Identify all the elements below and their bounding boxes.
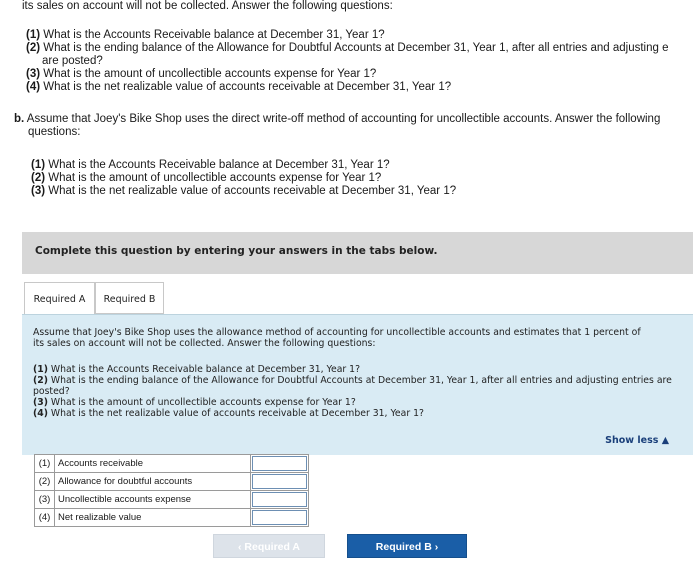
tab-required-a[interactable]: Required A — [24, 282, 95, 314]
instructions-text: Complete this question by entering your answers in the tabs below. — [35, 245, 438, 257]
part-b-question-list — [31, 159, 456, 198]
net-realizable-value-input[interactable] — [252, 510, 307, 525]
list-item: (1) What is the Accounts Receivable balance at December 31, Year 1? — [33, 364, 361, 375]
list-item: (2) What is the ending balance of the Allowance for Doubtful Accounts at December 31, Year 1, after all entries and adjusting e — [26, 42, 669, 54]
tab-panel-required-a — [22, 314, 693, 455]
show-less-link[interactable]: Show less ▲ — [605, 435, 669, 446]
table-row: (1) Accounts receivable — [35, 455, 309, 473]
allowance-input[interactable] — [252, 474, 307, 489]
list-item: (3) What is the amount of uncollectible accounts expense for Year 1? — [26, 68, 377, 80]
question-intro-fragment: its sales on account will not be collected. Answer the following questions: — [22, 0, 393, 12]
answer-table — [34, 454, 309, 527]
part-a-question-list — [26, 29, 668, 94]
tab-required-b[interactable]: Required B — [95, 282, 164, 314]
list-item: (3) What is the net realizable value of accounts receivable at December 31, Year 1? — [31, 185, 457, 197]
panel-intro: Assume that Joey's Bike Shop uses the allowance method of accounting for uncollectible accounts and estimates that 1 percent of its sales on account will not be collected. Answer the following questions: — [33, 327, 641, 349]
table-row: (2) Allowance for doubtful accounts — [35, 473, 309, 491]
panel-question-list — [33, 364, 683, 419]
uncollectible-expense-input[interactable] — [252, 492, 307, 507]
list-item: (1) What is the Accounts Receivable balance at December 31, Year 1? — [31, 159, 390, 171]
accounts-receivable-input[interactable] — [252, 456, 307, 471]
list-item: (4) What is the net realizable value of accounts receivable at December 31, Year 1? — [33, 408, 424, 419]
next-required-b-button[interactable]: Required B › — [347, 534, 467, 558]
instructions-banner — [22, 232, 693, 274]
list-item: (2) What is the ending balance of the Allowance for Doubtful Accounts at December 31, Year 1, after all entries and adjusting entries are posted? — [33, 375, 672, 397]
part-b-intro: b. Assume that Joey's Bike Shop uses the direct write-off method of accounting for uncollectible accounts. Answer the following questions: — [14, 113, 661, 138]
list-item: (1) What is the Accounts Receivable balance at December 31, Year 1? — [26, 29, 385, 41]
prev-required-a-button[interactable]: ‹ Required A — [213, 534, 325, 558]
list-item: (2) What is the amount of uncollectible accounts expense for Year 1? — [31, 172, 382, 184]
table-row: (4) Net realizable value — [35, 509, 309, 527]
list-item: (3) What is the amount of uncollectible accounts expense for Year 1? — [33, 397, 356, 408]
list-item-continuation: are posted? — [42, 55, 103, 67]
list-item: (4) What is the net realizable value of accounts receivable at December 31, Year 1? — [26, 81, 452, 93]
table-row: (3) Uncollectible accounts expense — [35, 491, 309, 509]
